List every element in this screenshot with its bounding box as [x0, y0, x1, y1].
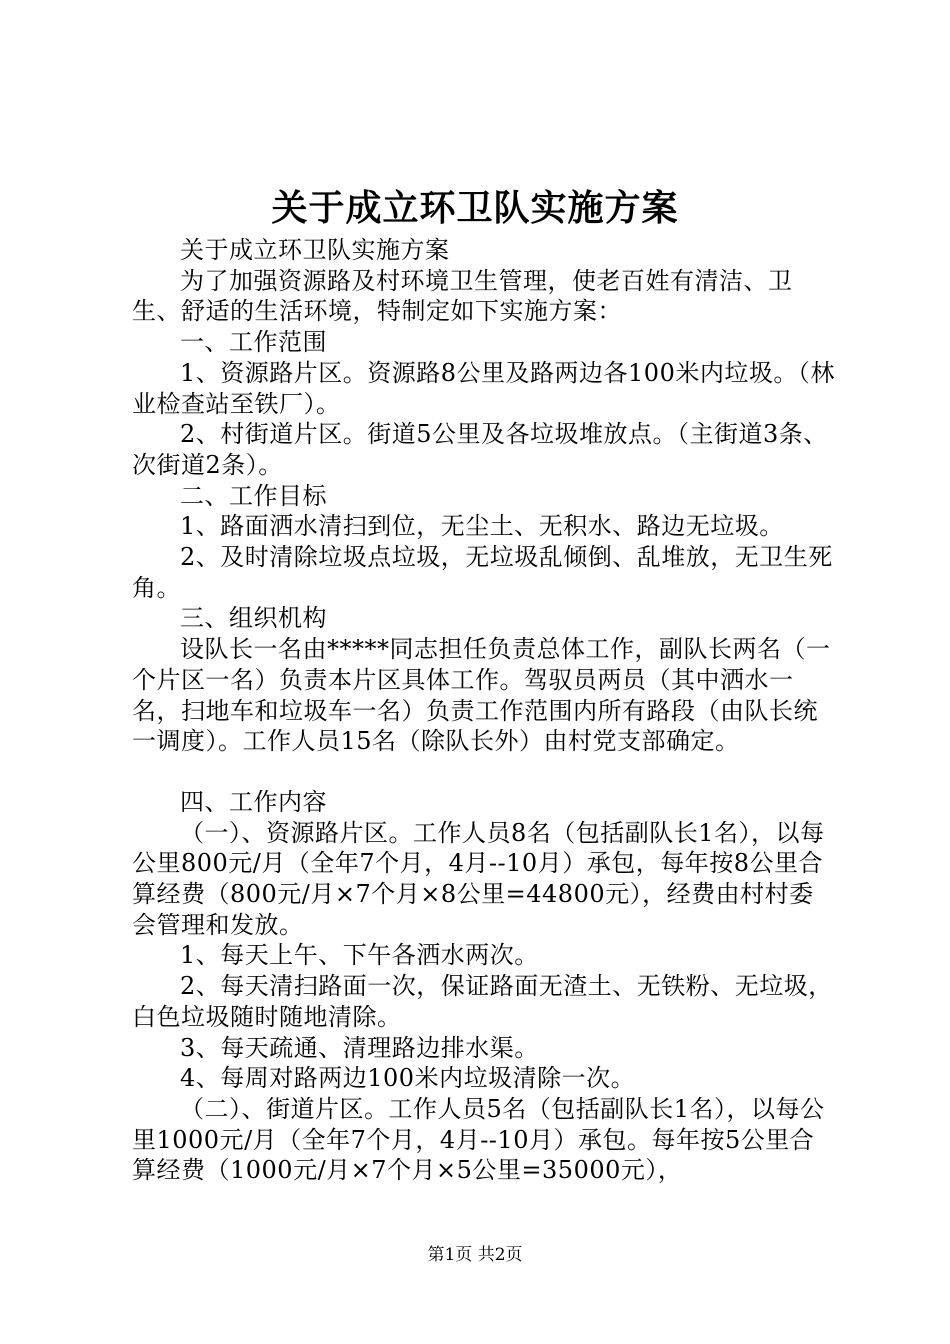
paragraph: 1、路面洒水清扫到位，无尘土、无积水、路边无垃圾。	[180, 512, 784, 541]
document-body	[132, 235, 837, 1186]
section-heading: 四、工作内容	[180, 787, 327, 816]
section-heading: 二、工作目标	[180, 481, 327, 510]
document-title: 关于成立环卫队实施方案	[271, 187, 679, 229]
page-footer: 第1页 共2页	[427, 1245, 523, 1265]
paragraph: 2、村街道片区。街道5公里及各垃圾堆放点。（主街道3条、次街道2条）。	[132, 420, 828, 479]
paragraph: （一）、资源路片区。工作人员8名（包括副队长1名），以每公里800元/月（全年7个月，4月--10月）承包，每年按8公里合算经费（800元/月×7个月×8公里=44800元），经费由村村委会管理和发放。	[132, 818, 825, 939]
paragraph: 2、及时清除垃圾点垃圾，无垃圾乱倾倒、乱堆放，无卫生死角。	[132, 543, 833, 602]
paragraph: 3、每天疏通、清理路边排水渠。	[180, 1033, 539, 1062]
paragraph: 1、资源路片区。资源路8公里及路两边各100米内垃圾。（林业检查站至铁厂）。	[132, 358, 835, 418]
paragraph: （二）、街道片区。工作人员5名（包括副队长1名），以每公里1000元/月（全年7个月，4月--10月）承包。每年按5公里合算经费（1000元/月×7个月×5公里=35000元），	[132, 1094, 825, 1185]
paragraph: 2、每天清扫路面一次，保证路面无渣土、无铁粉、无垃圾，白色垃圾随时随地清除。	[132, 972, 833, 1031]
paragraph: 设队长一名由*****同志担任负责总体工作，副队长两名（一个片区一名）负责本片区具体工作。驾驭员两员（其中洒水一名，扫地车和垃圾车一名）负责工作范围内所有路段（由队长统一调度）。工作人员15名（除队长外）由村党支部确定。	[132, 635, 831, 756]
section-heading: 一、工作范围	[180, 328, 327, 357]
section-heading: 三、组织机构	[180, 604, 327, 633]
paragraph: 4、每周对路两边100米内垃圾清除一次。	[180, 1064, 636, 1093]
paragraph: 为了加强资源路及村环境卫生管理，使老百姓有清洁、卫生、舒适的生活环境，特制定如下实施方案：	[132, 266, 793, 326]
paragraph: 关于成立环卫队实施方案	[180, 236, 450, 264]
paragraph: 1、每天上午、下午各洒水两次。	[180, 941, 539, 970]
